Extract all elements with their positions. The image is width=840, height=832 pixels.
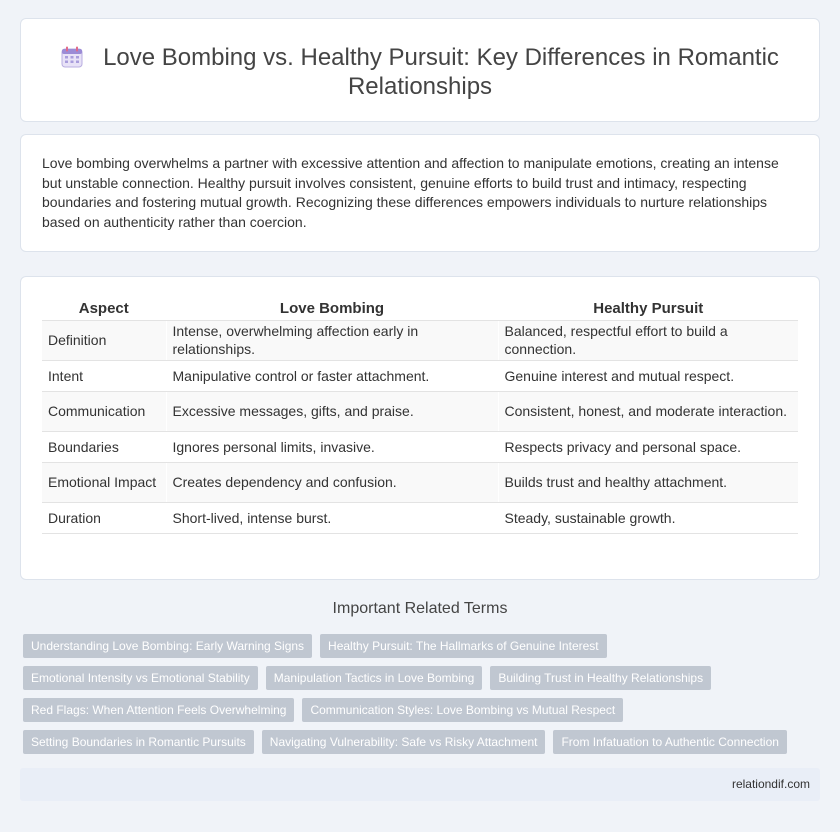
comparison-table xyxy=(42,295,798,534)
table-cell-healthy-pursuit: Balanced, respectful effort to build a connection. xyxy=(498,320,798,360)
page-title xyxy=(61,43,779,101)
table-cell-healthy-pursuit: Respects privacy and personal space. xyxy=(498,431,798,462)
table-row xyxy=(42,391,798,431)
table-row xyxy=(42,462,798,502)
page-title-text: Love Bombing vs. Healthy Pursuit: Key Differences in Romantic Relationships xyxy=(103,44,779,100)
table-cell-love-bombing: Short-lived, intense burst. xyxy=(166,502,498,533)
table-header-healthy-pursuit: Healthy Pursuit xyxy=(498,295,798,320)
table-cell-love-bombing: Creates dependency and confusion. xyxy=(166,462,498,502)
related-term-tag[interactable]: Emotional Intensity vs Emotional Stability xyxy=(23,666,258,690)
table-cell-healthy-pursuit: Genuine interest and mutual respect. xyxy=(498,360,798,391)
related-term-tag[interactable]: Communication Styles: Love Bombing vs Mutual Respect xyxy=(302,698,623,722)
table-cell-love-bombing: Manipulative control or faster attachment. xyxy=(166,360,498,391)
intro-paragraph: Love bombing overwhelms a partner with excessive attention and affection to manipulate emotions, creating an intense but unstable connection. Healthy pursuit involves consistent, genuine efforts to build trust and intimacy, respecting boundaries and fostering mutual growth. Recognizing these differences empowers individuals to nurture relationships based on authenticity rather than coercion. xyxy=(42,155,779,230)
related-terms-heading: Important Related Terms xyxy=(332,600,508,617)
table-cell-aspect: Intent xyxy=(42,360,166,391)
footer-site-link[interactable]: relationdif.com xyxy=(731,777,810,791)
table-row xyxy=(42,502,798,533)
calendar-icon xyxy=(61,46,83,68)
table-cell-love-bombing: Ignores personal limits, invasive. xyxy=(166,431,498,462)
table-cell-healthy-pursuit: Steady, sustainable growth. xyxy=(498,502,798,533)
related-term-tag[interactable]: Healthy Pursuit: The Hallmarks of Genuine Interest xyxy=(320,634,607,658)
related-term-tag[interactable]: Understanding Love Bombing: Early Warning Signs xyxy=(23,634,312,658)
table-row xyxy=(42,431,798,462)
table-cell-aspect: Duration xyxy=(42,502,166,533)
table-header-row xyxy=(42,295,798,320)
table-cell-aspect: Definition xyxy=(42,320,166,360)
comparison-card xyxy=(20,276,820,580)
table-row xyxy=(42,360,798,391)
table-header-love-bombing: Love Bombing xyxy=(166,295,498,320)
table-cell-healthy-pursuit: Consistent, honest, and moderate interaction. xyxy=(498,391,798,431)
title-card xyxy=(20,18,820,122)
related-term-tag[interactable]: Building Trust in Healthy Relationships xyxy=(490,666,711,690)
related-terms-list xyxy=(23,634,813,754)
table-cell-aspect: Communication xyxy=(42,391,166,431)
table-cell-love-bombing: Intense, overwhelming affection early in relationships. xyxy=(166,320,498,360)
table-row xyxy=(42,320,798,360)
table-cell-aspect: Boundaries xyxy=(42,431,166,462)
related-term-tag[interactable]: Navigating Vulnerability: Safe vs Risky Attachment xyxy=(262,730,546,754)
related-term-tag[interactable]: Red Flags: When Attention Feels Overwhelming xyxy=(23,698,294,722)
related-term-tag[interactable]: From Infatuation to Authentic Connection xyxy=(553,730,786,754)
related-term-tag[interactable]: Setting Boundaries in Romantic Pursuits xyxy=(23,730,254,754)
footer-bar xyxy=(20,768,820,801)
table-cell-love-bombing: Excessive messages, gifts, and praise. xyxy=(166,391,498,431)
table-header-aspect: Aspect xyxy=(42,295,166,320)
intro-card xyxy=(20,134,820,252)
table-cell-aspect: Emotional Impact xyxy=(42,462,166,502)
related-term-tag[interactable]: Manipulation Tactics in Love Bombing xyxy=(266,666,483,690)
table-cell-healthy-pursuit: Builds trust and healthy attachment. xyxy=(498,462,798,502)
